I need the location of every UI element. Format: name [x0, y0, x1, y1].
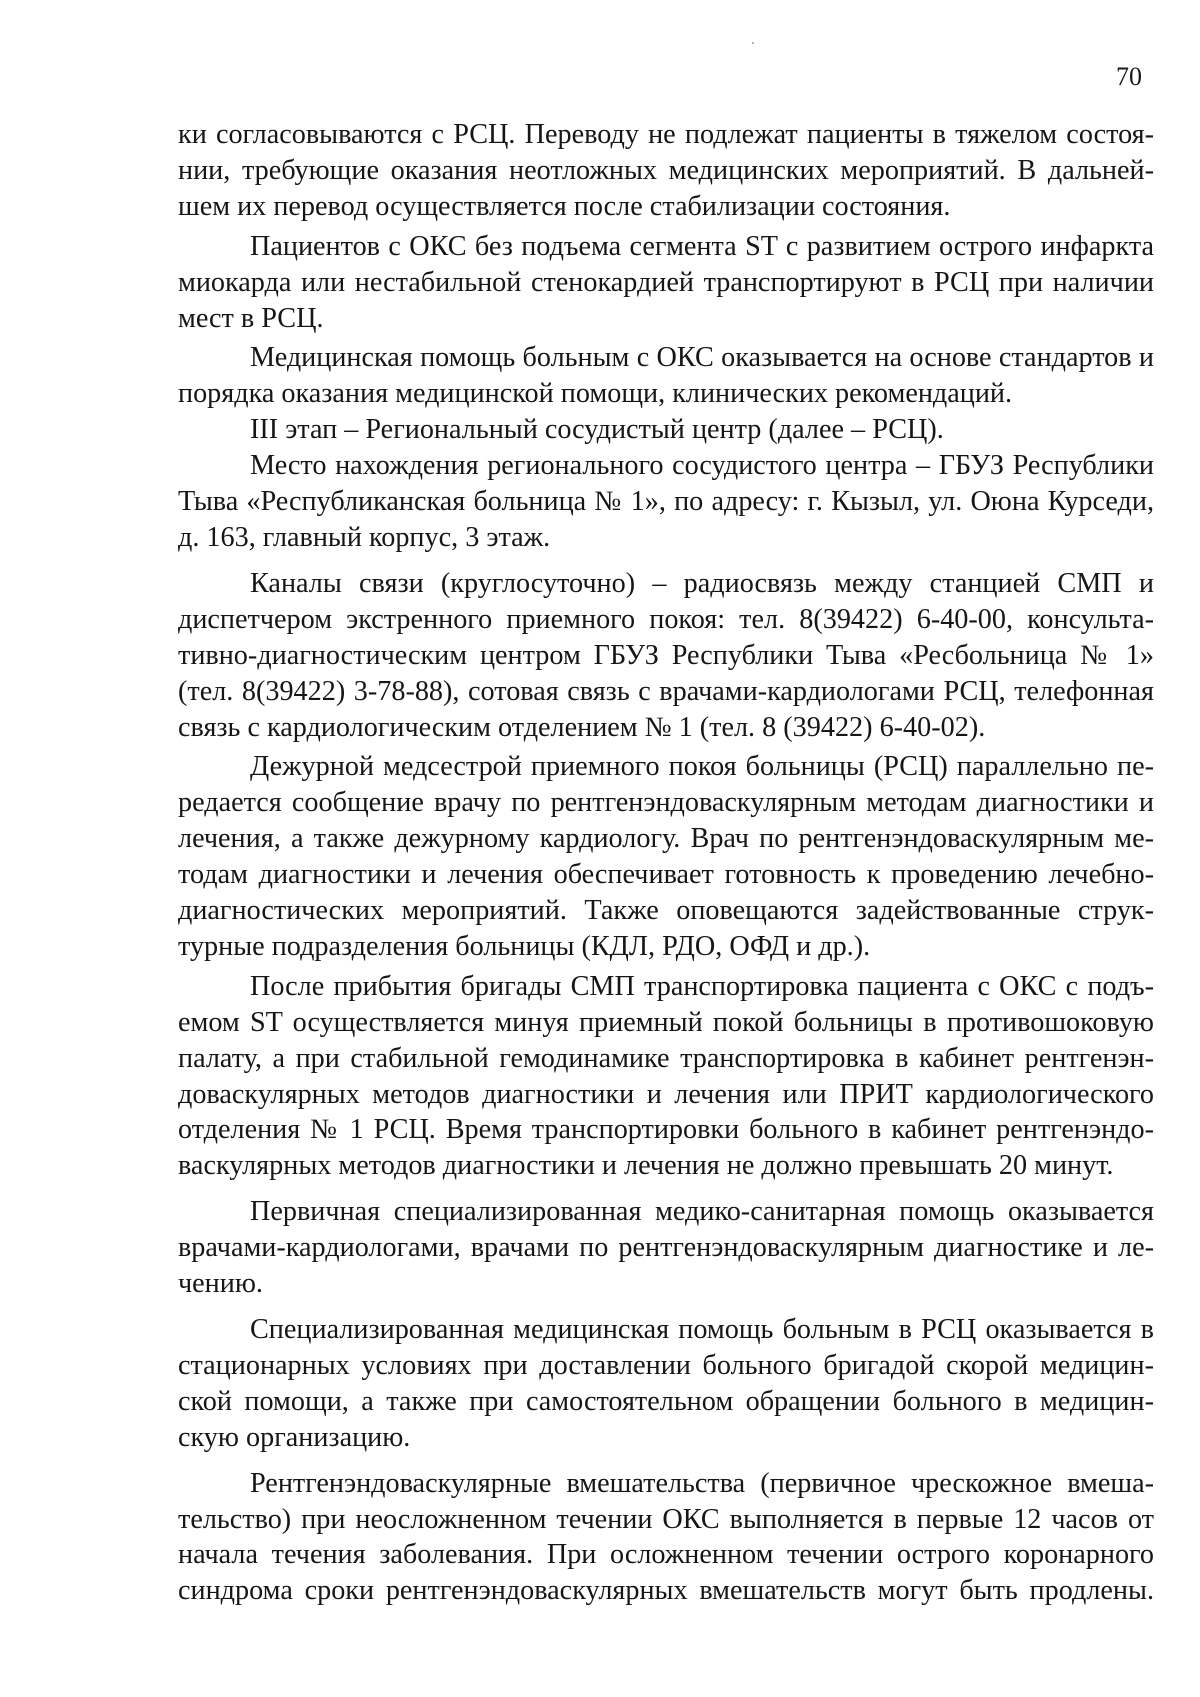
body-text: [178, 117, 1154, 1609]
paragraph: Место нахождения регионального сосудистого центра – ГБУЗ Республики Тыва «Республиканская больница № 1», по адресу: г. Кызыл, ул. Оюна Курседи, д. 163, главный корпус, 3 этаж.: [178, 450, 1154, 553]
paragraph: Пациентов с ОКС без подъема сегмента ST с развитием острого инфаркта миокарда или нестабильной стенокардией транспортируют в РСЦ при наличии мест в РСЦ.: [178, 230, 1154, 334]
paragraph: Первичная специализированная медико-санитарная помощь оказывается врачами-кардиологами, врачами по рентгенэндоваскулярным диагностике и лечению.: [178, 1196, 1154, 1300]
paragraph: Каналы связи (круглосуточно) – радиосвязь между станцией СМП и диспетчером экстренного приемного покоя: тел. 8(39422) 6-40-00, консультативно-диагностическим центром ГБУЗ Республики Тыва «Ресбольница № 1» (тел. 8(39422) 3-78-88), сотовая связь с врачами-кардиологами РСЦ, телефонная связь с кардиологическим отделением № 1 (тел. 8 (39422) 6-40-02).: [178, 567, 1154, 743]
paragraph: Рентгенэндоваскулярные вмешательства (первичное чрескожное вмешательство) при неосложненном течении ОКС выполняется в первые 12 часов от начала течения заболевания. При осложненном течении острого коронарного синдрома сроки рентгенэндоваскулярных вмешательств могут быть продлены.: [178, 1467, 1154, 1607]
paragraph-continuation: ки согласовываются с РСЦ. Переводу не подлежат пациенты в тяжелом состоянии, требующие оказания неотложных медицинских мероприятий. В дальнейшем их перевод осуществляется после стабилизации состояния.: [178, 119, 1154, 222]
paragraph-stage-heading: III этап – Региональный сосудистый центр (далее – РСЦ).: [250, 414, 944, 446]
paragraph: Специализированная медицинская помощь больным в РСЦ оказывается в стационарных условиях при доставлении больного бригадой скорой медицинской помощи, а также при самостоятельном обращении больного в медицинскую организацию.: [178, 1314, 1154, 1453]
paragraph: После прибытия бригады СМП транспортировка пациента с ОКС с подъемом ST осуществляется минуя приемный покой больницы в противошоковую палату, а при стабильной гемодинамике транспортировка в кабинет рентгенэндоваскулярных методов диагностики и лечения или ПРИТ кардиологического отделения № 1 РСЦ. Время транспортировки больного в кабинет рентгенэндоваскулярных методов диагностики и лечения не должно превышать 20 минут.: [178, 970, 1154, 1182]
scan-speck: [752, 42, 754, 44]
page-number: 70: [1116, 62, 1142, 91]
paragraph: Медицинская помощь больным с ОКС оказывается на основе стандартов и порядка оказания медицинской помощи, клинических рекомендаций.: [178, 342, 1154, 410]
paragraph: Дежурной медсестрой приемного покоя больницы (РСЦ) параллельно передается сообщение врачу по рентгенэндоваскулярным методам диагностики и лечения, а также дежурному кардиологу. Врач по рентгенэндоваскулярным методам диагностики и лечения обеспечивает готовность к проведению лечебно-диагностических мероприятий. Также оповещаются задействованные структурные подразделения больницы (КДЛ, РДО, ОФД и др.).: [178, 751, 1154, 962]
